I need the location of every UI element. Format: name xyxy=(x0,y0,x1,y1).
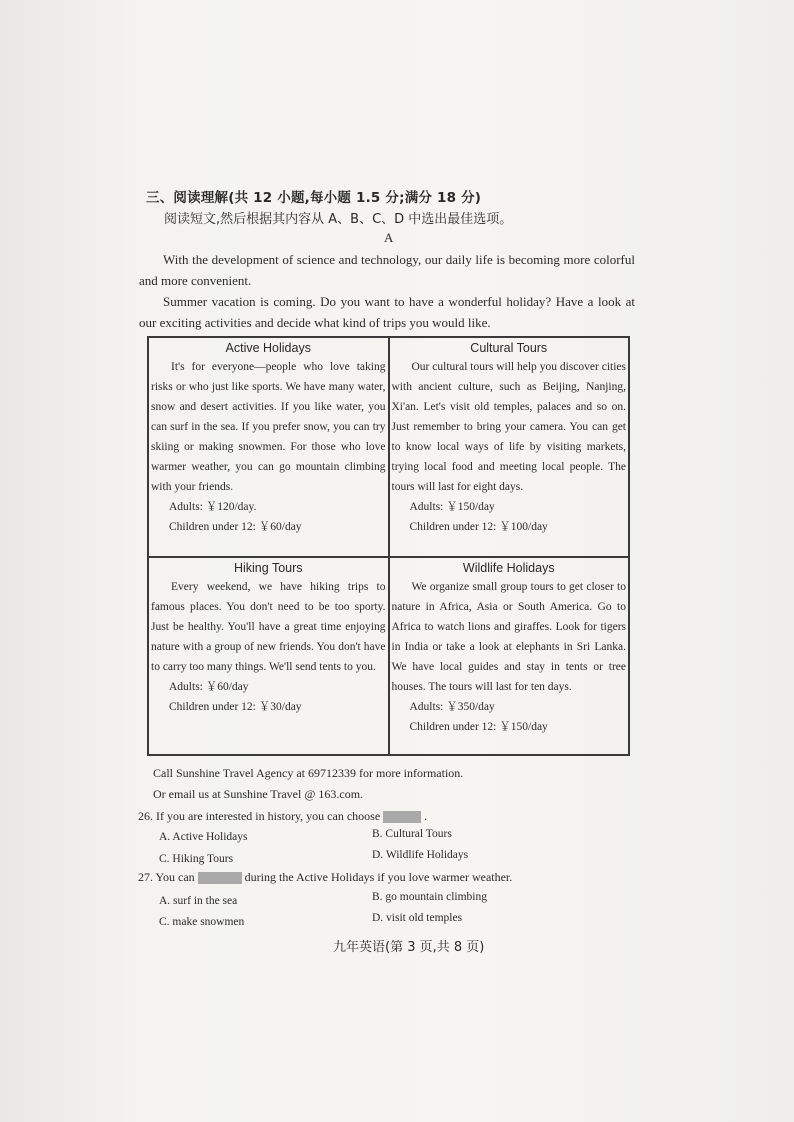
section-instructions: 阅读短文,然后根据其内容从 A、B、C、D 中选出最佳选项。 xyxy=(164,212,513,227)
option-27-c: C. make snowmen xyxy=(159,916,245,928)
tour-adult-price: Adults: ￥60/day xyxy=(169,680,249,693)
page-footer: 九年英语(第 3 页,共 8 页) xyxy=(333,940,485,955)
question-stem-end: . xyxy=(424,809,428,823)
tour-title: Active Holidays xyxy=(225,341,311,355)
tour-description: Our cultural tours will help you discover cities with ancient culture, such as Beijing, Nanjing, Xi'an. Let's visit old temples, palaces and so on. Just remember to bring your camera. You can get to know local ways of life by visiting markets, trying local food and meeting local people. The tours will last for eight days. xyxy=(391,361,626,493)
option-26-b: B. Cultural Tours xyxy=(372,828,452,840)
option-27-a: A. surf in the sea xyxy=(159,895,238,907)
option-26-a: A. Active Holidays xyxy=(159,831,248,843)
question-26 xyxy=(138,809,427,824)
tour-title: Wildlife Holidays xyxy=(462,560,555,575)
question-stem: 26. If you are interested in history, you can choose xyxy=(138,809,381,823)
question-stem: 27. You can xyxy=(138,870,195,884)
tour-title: Cultural Tours xyxy=(470,341,548,355)
answer-blank xyxy=(198,872,242,884)
tour-description: It's for everyone—people who love taking risks or who just like sports. We have many water, snow and desert activities. If you like water, you can surf in the sea. If you prefer snow, you can try skiing or making snowmen. For those who love warmer weather, you can go mountain climbing with your friends. xyxy=(151,361,386,493)
tour-adult-price: Adults: ￥120/day. xyxy=(169,501,257,513)
tour-cell-cultural-tours xyxy=(389,337,630,557)
answer-blank xyxy=(383,811,421,823)
tour-child-price: Children under 12: ￥60/day xyxy=(169,521,302,533)
section-heading: 三、阅读理解(共 12 小题,每小题 1.5 分;满分 18 分) xyxy=(146,190,482,206)
option-26-c: C. Hiking Tours xyxy=(159,853,234,865)
question-27 xyxy=(138,870,512,885)
tours-table xyxy=(147,336,630,756)
intro-paragraph-1: With the development of science and technology, our daily life is becoming more colorful and more convenient. xyxy=(139,252,635,288)
tour-cell-active-holidays xyxy=(148,337,389,557)
option-27-d: D. visit old temples xyxy=(372,912,463,924)
contact-email: Or email us at Sunshine Travel @ 163.com. xyxy=(153,787,364,801)
tour-description: We organize small group tours to get closer to nature in Africa, Asia or South America. Go to Africa to watch lions and giraffes. Look for tigers in India or take a look at elephants in Sri Lanka. We have local guides and stay in tents or tree houses. The tours will last for ten days. xyxy=(391,580,626,693)
tour-adult-price: Adults: ￥150/day xyxy=(409,501,495,513)
intro-paragraph-2: Summer vacation is coming. Do you want to have a wonderful holiday? Have a look at our exciting activities and decide what kind of trips you would like. xyxy=(139,294,635,330)
contact-phone: Call Sunshine Travel Agency at 69712339 for more information. xyxy=(153,766,464,780)
tour-title: Hiking Tours xyxy=(233,560,303,575)
tour-adult-price: Adults: ￥350/day xyxy=(409,700,495,713)
passage-label: A xyxy=(384,230,394,245)
tour-cell-wildlife-holidays xyxy=(389,557,630,755)
tour-cell-hiking-tours xyxy=(148,557,389,755)
option-27-b: B. go mountain climbing xyxy=(372,891,487,903)
tour-description: Every weekend, we have hiking trips to famous places. You don't need to be too sporty. Just be healthy. You'll have a great time enjoying nature with a group of new friends. You don't have to carry too many things. We'll send tents to you. xyxy=(151,580,386,673)
option-26-d: D. Wildlife Holidays xyxy=(372,849,469,861)
question-stem-end: during the Active Holidays if you love warmer weather. xyxy=(244,870,513,884)
tour-child-price: Children under 12: ￥30/day xyxy=(169,700,302,713)
tour-child-price: Children under 12: ￥100/day xyxy=(409,521,548,533)
tour-child-price: Children under 12: ￥150/day xyxy=(409,720,548,733)
